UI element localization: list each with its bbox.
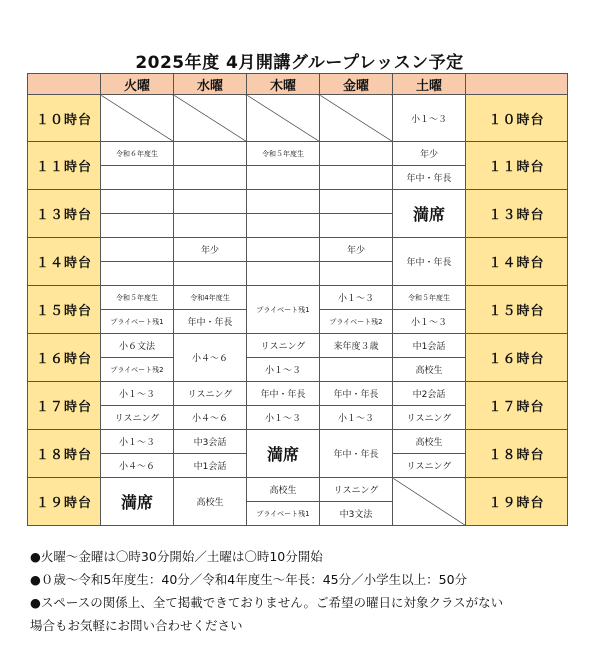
- time-label: １８時台: [28, 430, 101, 478]
- class-cell: 小６文法: [101, 334, 174, 358]
- time-label-right: １６時台: [466, 334, 568, 382]
- class-cell: 小１～３: [247, 358, 320, 382]
- class-cell: プライベート残1: [101, 310, 174, 334]
- class-cell: 中1会話: [174, 454, 247, 478]
- header-saturday: 土曜: [393, 74, 466, 95]
- empty-slot: [393, 478, 466, 526]
- header-corner-right: [466, 74, 568, 95]
- time-label-right: １１時台: [466, 142, 568, 190]
- class-cell: [174, 262, 247, 286]
- full-badge: 満席: [393, 190, 466, 238]
- class-cell: 令和５年度生: [393, 286, 466, 310]
- empty-slot: [101, 95, 174, 142]
- class-cell: 年中・年長: [393, 166, 466, 190]
- class-cell: プライベート残1: [247, 286, 320, 334]
- full-badge: 満席: [101, 478, 174, 526]
- class-cell: リスニング: [393, 454, 466, 478]
- class-cell: 小１～３: [320, 406, 393, 430]
- class-cell: [101, 262, 174, 286]
- class-cell: プライベート残2: [320, 310, 393, 334]
- class-cell: 小１～３: [101, 382, 174, 406]
- notes: [30, 545, 590, 637]
- time-label: １９時台: [28, 478, 101, 526]
- class-cell: [320, 358, 393, 382]
- class-cell: 中2会話: [393, 382, 466, 406]
- class-cell: 小１～３: [320, 286, 393, 310]
- class-cell: 年少: [320, 238, 393, 262]
- table-row: [28, 142, 568, 166]
- class-cell: [247, 166, 320, 190]
- time-label-right: １８時台: [466, 430, 568, 478]
- class-cell: 中3会話: [174, 430, 247, 454]
- class-cell: 小１～３: [393, 310, 466, 334]
- class-cell: [320, 214, 393, 238]
- class-cell: 年中・年長: [247, 382, 320, 406]
- class-cell: リスニング: [320, 478, 393, 502]
- class-cell: [247, 214, 320, 238]
- class-cell: プライベート残1: [247, 502, 320, 526]
- class-cell: 高校生: [393, 430, 466, 454]
- class-cell: [174, 166, 247, 190]
- time-label: １５時台: [28, 286, 101, 334]
- class-cell: 中1会話: [393, 334, 466, 358]
- class-cell: [320, 142, 393, 166]
- header-tuesday: 火曜: [101, 74, 174, 95]
- table-row: [28, 238, 568, 262]
- class-cell: リスニング: [174, 382, 247, 406]
- class-cell: 来年度３歳: [320, 334, 393, 358]
- empty-slot: [174, 95, 247, 142]
- note-line: 場合もお気軽にお問い合わせください: [30, 618, 243, 633]
- class-cell: 年少: [393, 142, 466, 166]
- table-row: [28, 190, 568, 214]
- class-cell: [320, 166, 393, 190]
- class-cell: 高校生: [174, 478, 247, 526]
- time-label: １６時台: [28, 334, 101, 382]
- header-thursday: 木曜: [247, 74, 320, 95]
- time-label: １４時台: [28, 238, 101, 286]
- table-row: [28, 478, 568, 502]
- time-label: １０時台: [28, 95, 101, 142]
- class-cell: 年中・年長: [393, 238, 466, 286]
- class-cell: [320, 190, 393, 214]
- class-cell: 小４～６: [174, 406, 247, 430]
- header-friday: 金曜: [320, 74, 393, 95]
- class-cell: [174, 190, 247, 214]
- class-cell: リスニング: [247, 334, 320, 358]
- time-label-right: １０時台: [466, 95, 568, 142]
- time-label-right: １９時台: [466, 478, 568, 526]
- class-cell: 小４～６: [174, 334, 247, 382]
- table-row: [28, 382, 568, 406]
- class-cell: 令和６年度生: [101, 142, 174, 166]
- empty-slot: [247, 95, 320, 142]
- header-wednesday: 水曜: [174, 74, 247, 95]
- class-cell: 小１～３: [393, 95, 466, 142]
- class-cell: 令和５年度生: [247, 142, 320, 166]
- class-cell: 小１～３: [247, 406, 320, 430]
- time-label: １１時台: [28, 142, 101, 190]
- class-cell: 令和4年度生: [174, 286, 247, 310]
- class-cell: 高校生: [393, 358, 466, 382]
- class-cell: 令和５年度生: [101, 286, 174, 310]
- time-label: １３時台: [28, 190, 101, 238]
- time-label-right: １７時台: [466, 382, 568, 430]
- class-cell: [247, 190, 320, 214]
- class-cell: [174, 214, 247, 238]
- class-cell: [101, 190, 174, 214]
- class-cell: 年中・年長: [320, 430, 393, 478]
- header-corner-left: [28, 74, 101, 95]
- note-line: ●スペースの関係上、全て掲載できておりません。ご希望の曜日に対象クラスがない: [30, 595, 504, 610]
- class-cell: 小４～６: [101, 454, 174, 478]
- table-row: [28, 430, 568, 454]
- class-cell: [320, 262, 393, 286]
- schedule-table: [27, 73, 568, 526]
- class-cell: [101, 238, 174, 262]
- header-row: [28, 74, 568, 95]
- class-cell: 中3文法: [320, 502, 393, 526]
- class-cell: 年中・年長: [174, 310, 247, 334]
- table-row: [28, 95, 568, 142]
- table-row: [28, 286, 568, 310]
- class-cell: [247, 238, 320, 262]
- time-label-right: １４時台: [466, 238, 568, 286]
- full-badge: 満席: [247, 430, 320, 478]
- note-line: ●火曜～金曜は〇時30分開始／土曜は〇時10分開始: [30, 549, 323, 564]
- time-label-right: １３時台: [466, 190, 568, 238]
- class-cell: プライベート残2: [101, 358, 174, 382]
- empty-slot: [320, 95, 393, 142]
- note-line: ●０歳～令和5年度生：40分／令和4年度生～年長：45分／小学生以上：50分: [30, 572, 468, 587]
- class-cell: [174, 142, 247, 166]
- class-cell: 年少: [174, 238, 247, 262]
- class-cell: 高校生: [247, 478, 320, 502]
- class-cell: [101, 166, 174, 190]
- time-label: １７時台: [28, 382, 101, 430]
- table-row: [28, 334, 568, 358]
- class-cell: [247, 262, 320, 286]
- time-label-right: １５時台: [466, 286, 568, 334]
- class-cell: 年中・年長: [320, 382, 393, 406]
- class-cell: 小１～３: [101, 430, 174, 454]
- schedule-title: 2025年度 4月開講グループレッスン予定: [135, 53, 464, 73]
- class-cell: リスニング: [393, 406, 466, 430]
- class-cell: [101, 214, 174, 238]
- class-cell: リスニング: [101, 406, 174, 430]
